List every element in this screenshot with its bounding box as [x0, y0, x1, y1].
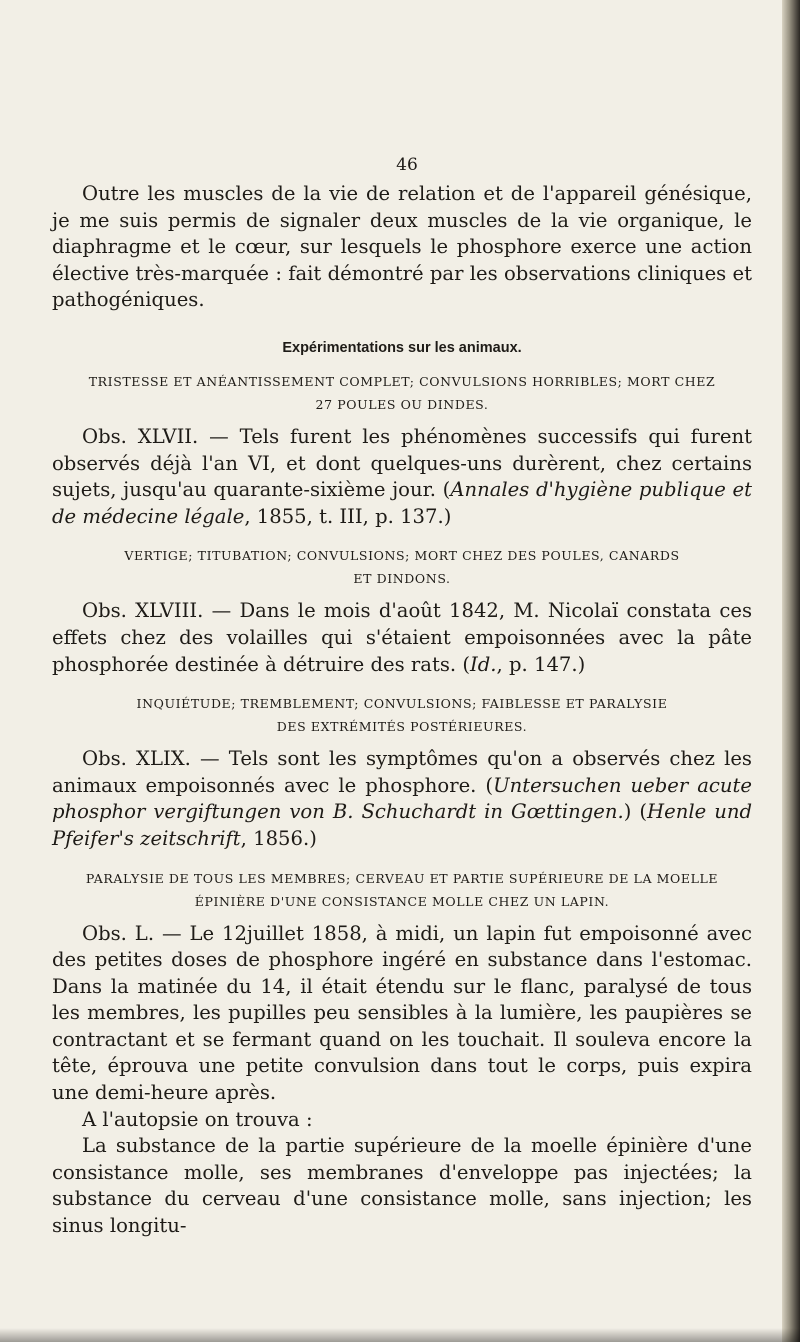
- obs49-source-mid: ) (: [623, 800, 648, 824]
- obs48-text: Obs. XLVIII. — Dans le mois d'août 1842, M. Nicolaï constata ces effets chez des volailles qui s'étaient empoisonnées avec la pâte phosphorée destinée à détruire des rats. (: [52, 599, 752, 676]
- page-number: 46: [396, 155, 418, 175]
- page-edge-shadow: [782, 0, 800, 1342]
- obs47-heading-line2: 27 POULES OU DINDES.: [315, 396, 489, 412]
- obs47-source-title: Annales d'hygiène publique et de médecine légale: [52, 478, 752, 528]
- obs50-heading: [52, 867, 752, 913]
- obs47-source-ref: , 1855, t. III, p. 137.): [244, 504, 452, 528]
- intro-paragraph: Outre les muscles de la vie de relation et de l'appareil génésique, je me suis permis de signaler deux muscles de la vie organique, le diaphragme et le cœur, sur lesquels le phosphore exerce une action élective très-marquée : fait démontré par les observations cliniques et pathogéniques.: [52, 182, 752, 312]
- obs50-heading-line1: PARALYSIE DE TOUS LES MEMBRES; CERVEAU ET PARTIE SUPÉRIEURE DE LA MOELLE: [85, 870, 719, 886]
- book-page: [52, 155, 752, 1240]
- obs49-heading-line2: DES EXTRÉMITÉS POSTÉRIEURES.: [276, 719, 528, 735]
- obs50-findings: La substance de la partie supérieure de la moelle épinière d'une consistance molle, ses membranes d'enveloppe pas injectées; la substance du cerveau d'une consistance molle, sans injection; les sinus longitu-: [52, 1134, 752, 1238]
- section-title: Expérimentations sur les animaux.: [282, 339, 522, 356]
- obs48-heading-line2: ET DINDONS.: [353, 571, 451, 587]
- obs47-heading-line1: TRISTESSE ET ANÉANTISSEMENT COMPLET; CONVULSIONS HORRIBLES; MORT CHEZ: [88, 373, 716, 389]
- obs47-paragraph: [52, 424, 752, 530]
- obs47-heading: [52, 370, 752, 416]
- obs48-heading-line1: VERTIGE; TITUBATION; CONVULSIONS; MORT CHEZ DES POULES, CANARDS: [124, 548, 680, 564]
- obs50-autopsy: A l'autopsie on trouva :: [82, 1107, 313, 1131]
- obs49-source-title: Untersuchen ueber acute phosphor vergiftungen von B. Schuchardt in Gœttingen.: [52, 773, 752, 824]
- obs47-text: Obs. XLVII. — Tels furent les phénomènes successifs qui furent observés déjà l'an VI, et dont quelques-uns durèrent, chez certains sujets, jusqu'au quarante-sixième jour. (: [52, 424, 752, 502]
- obs48-source-ref: , p. 147.): [496, 652, 586, 676]
- obs49-text: Obs. XLIX. — Tels sont les symptômes qu'on a observés chez les animaux empoisonnés avec le phosphore. (: [52, 747, 752, 797]
- obs50-paragraph: Obs. L. — Le 12juillet 1858, à midi, un lapin fut empoisonné avec des petites doses de phosphore ingéré en substance dans l'estomac. Dans la matinée du 14, il était étendu sur le flanc, paralysé de tous les membres, les pupilles peu sensibles à la lumière, les paupières se contractant et se fermant quand on les touchait. Il souleva encore la tête, éprouva une petite convulsion dans tout le corps, puis expira une demi-heure après.: [52, 921, 752, 1105]
- obs49-source-title2: Henle und Pfeifer's zeitschrift: [52, 800, 752, 850]
- obs49-source-ref: , 1856.): [240, 826, 317, 850]
- obs49-heading-line1: INQUIÉTUDE; TREMBLEMENT; CONVULSIONS; FAIBLESSE ET PARALYSIE: [136, 696, 668, 712]
- bottom-shadow: [0, 1328, 800, 1342]
- obs49-paragraph: [52, 746, 752, 852]
- obs48-source-title: Id.: [470, 652, 497, 676]
- obs49-heading: [52, 692, 752, 738]
- obs50-heading-line2: ÉPINIÈRE D'UNE CONSISTANCE MOLLE CHEZ UN LAPIN.: [194, 893, 610, 909]
- obs48-heading: [52, 544, 752, 590]
- obs48-paragraph: [52, 598, 752, 678]
